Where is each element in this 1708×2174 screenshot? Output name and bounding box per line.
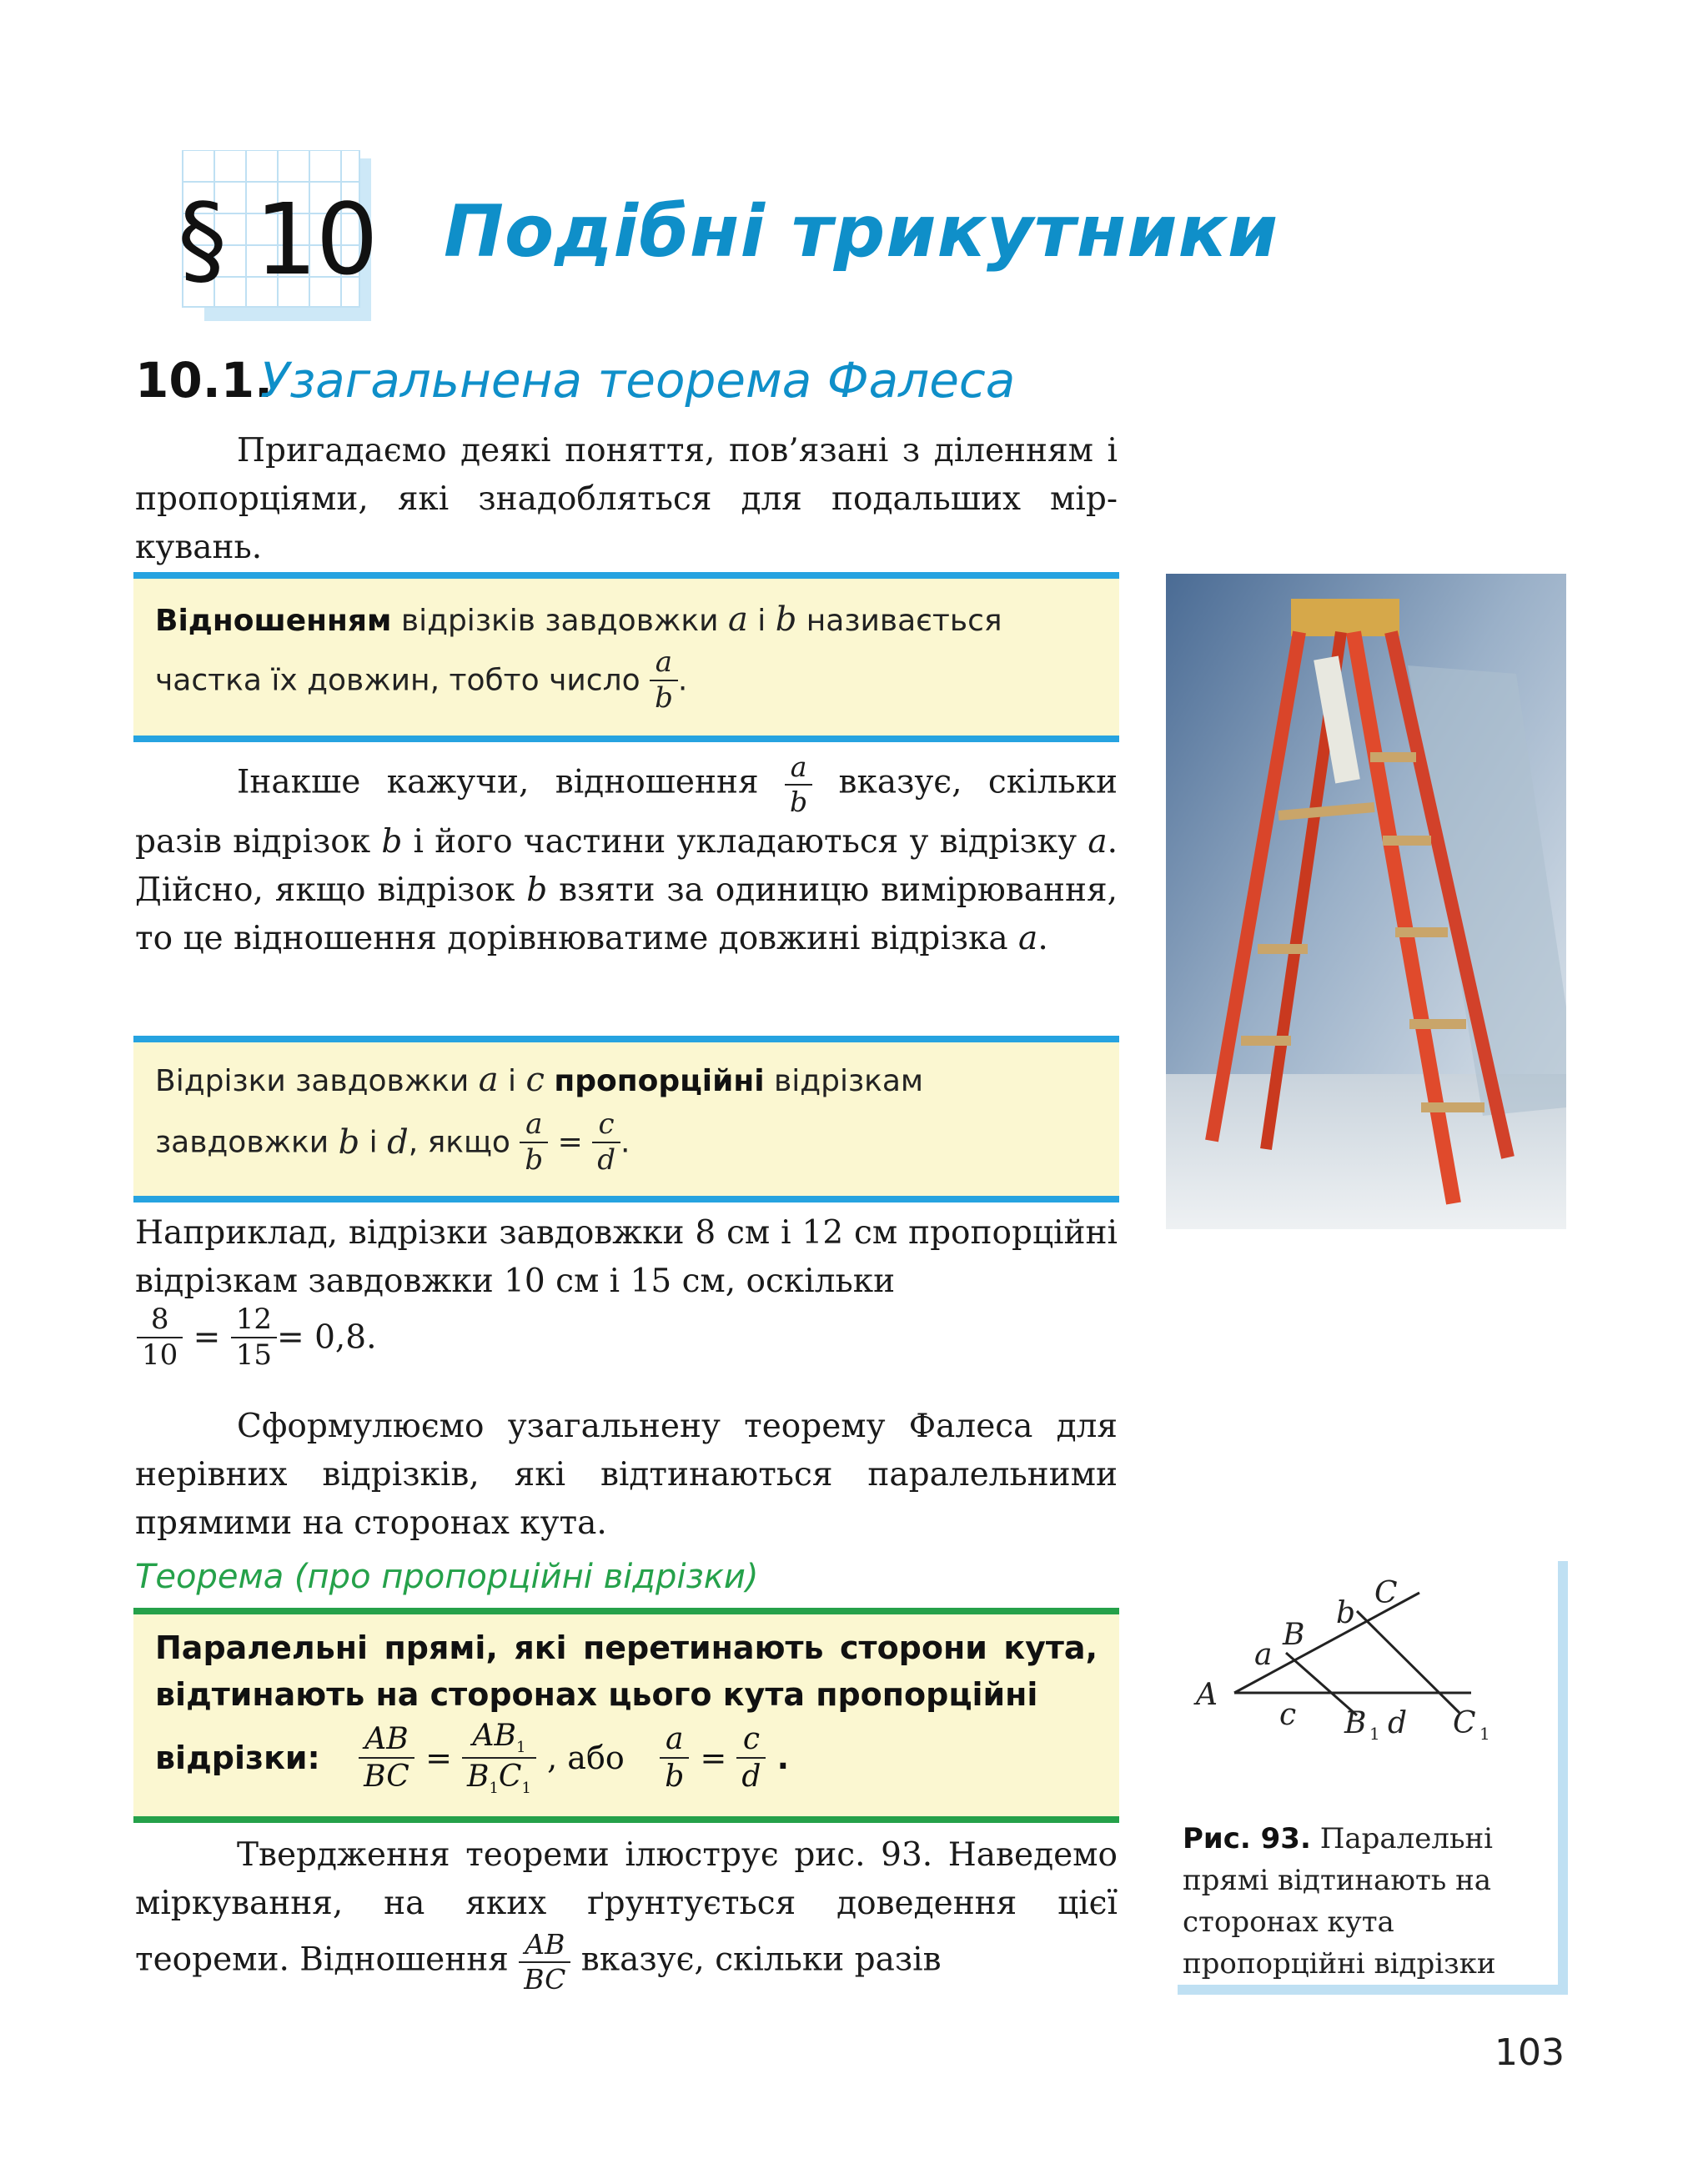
var-b: b [381, 823, 403, 861]
intro-text: Пригадаємо деякі поняття, пов’язані з діленням і пропорціями, які знадобляться для подальших міркувань. [135, 432, 1118, 566]
label-d: d [1388, 1706, 1408, 1740]
point-b: B [466, 1759, 490, 1794]
var-b: b [338, 1122, 360, 1162]
fraction-numerator: a [660, 1721, 689, 1759]
fraction-c-d [592, 1107, 620, 1177]
definition-text: називається [796, 604, 1002, 638]
fraction-ab1-b1c1 [462, 1718, 536, 1798]
var-a: a [478, 1061, 499, 1099]
label-b: b [1336, 1596, 1356, 1630]
paragraph-text: взяти за одиницю вимірювання, то це відношення дорівнюватиме довжині відрізка [135, 871, 1118, 958]
fraction-denominator: b [665, 1759, 685, 1794]
fraction-denominator: 10 [142, 1338, 178, 1372]
theorem-text-end: відрізки: [155, 1739, 320, 1776]
var-a: a [1018, 920, 1038, 958]
fraction-denominator: 15 [235, 1338, 273, 1372]
fraction-8-10 [137, 1303, 183, 1373]
definition-proportional-line1 [155, 1061, 923, 1099]
paragraph-text: і його частини укладаються у відрізку [402, 823, 1088, 861]
example-equation: $\frac{8}{10}$ = $\frac{12}{15}$ = 0,8. [137, 1303, 377, 1373]
var-a: a [727, 600, 748, 639]
example-result: = 0,8. [277, 1318, 377, 1357]
fraction-a-b [660, 1721, 689, 1795]
fraction-ab-bc [519, 1928, 570, 1996]
fraction-denominator [462, 1759, 536, 1798]
definition-term: пропорційні [554, 1064, 765, 1098]
caption-label: Рис. 93. [1183, 1822, 1311, 1855]
fraction-numerator: 12 [231, 1303, 277, 1338]
theorem-formula: відрізки: $\frac{AB}{BC}$ = $\frac{AB_1}{B_1C_1}$ , або $\frac{a}{b}$ = $\frac{c}{d}$ . [155, 1719, 790, 1797]
figure-93-caption [1183, 1818, 1533, 1985]
fraction-numerator [462, 1718, 536, 1759]
fraction-a-b [520, 1107, 548, 1177]
definition-proportional-box [133, 1036, 1119, 1202]
label-B1: B [1344, 1706, 1367, 1740]
point-c: C [498, 1759, 522, 1794]
fraction-denominator: b [525, 1142, 544, 1177]
theorem-label: Теорема (про пропорційні відрізки) [135, 1558, 759, 1596]
paragraph-proof-intro [135, 1831, 1118, 1996]
section-title: Подібні трикутники [444, 190, 1279, 274]
example-text: Наприклад, відрізки завдовжки 8 см і 12 см пропорційні відрізкам завдовжки 10 см і 15 см, оскільки [135, 1214, 1118, 1300]
definition-text: відрізків завдовжки [391, 604, 728, 638]
thales-diagram [1178, 1561, 1545, 1795]
subscript: 1 [521, 1779, 531, 1797]
var-d: d [387, 1122, 409, 1162]
paragraph-text: Сформулюємо узагальнену теорему Фалеса для нерівних відрізків, які відтинаються паралельними прямими на сторонах кута. [135, 1408, 1118, 1542]
page-number: 103 [1494, 2031, 1565, 2074]
var-b: b [526, 871, 548, 910]
fraction-numerator: 8 [137, 1303, 183, 1338]
paragraph-text: . [1037, 920, 1048, 958]
fraction-denominator: b [655, 680, 673, 715]
var-a: a [1088, 823, 1108, 861]
subscript: 1 [515, 1739, 526, 1757]
subsection-number: 10.1. [135, 352, 274, 409]
label-B: B [1283, 1618, 1305, 1652]
fraction-denominator: b [790, 785, 808, 818]
paragraph-text: вказує, скільки разів відрізок [135, 763, 1118, 861]
paragraph-text: вказує, скільки разів [570, 1941, 942, 1979]
fraction-numerator: a [520, 1107, 548, 1143]
definition-proportional-line2: завдовжки b і d, якщо $\frac{a}{b}$ = $\frac{c}{d}$ . [155, 1107, 630, 1177]
subscript: 1 [489, 1779, 499, 1797]
subsection-title: Узагальнена теорема Фалеса [260, 352, 1016, 409]
theorem-or: , або [547, 1739, 625, 1776]
fraction-denominator: BC [364, 1759, 409, 1794]
var-c: c [525, 1061, 545, 1099]
definition-ratio-line1 [155, 600, 1002, 639]
definition-text: відрізкам [764, 1064, 924, 1098]
theorem-text: Паралельні прямі, які перетинають сторони кута, відтинають на сторонах цього кута пропорційні [155, 1629, 1098, 1713]
fraction-ab-bc [359, 1721, 414, 1795]
definition-ratio-line2: частка їх довжин, тобто число $\frac{a}{b}$ . [155, 645, 688, 715]
definition-text: і [498, 1064, 526, 1098]
definition-ratio-box [133, 572, 1119, 742]
parallel-line-2 [1357, 1611, 1459, 1713]
paragraph-theorem-intro [135, 1403, 1118, 1548]
fraction-numerator: AB [519, 1928, 570, 1963]
definition-text: і [359, 1125, 388, 1160]
fraction-a-b [650, 645, 678, 715]
label-A: A [1196, 1678, 1218, 1712]
fraction-numerator: c [592, 1107, 620, 1143]
fraction-numerator: AB [359, 1721, 414, 1759]
fraction-denominator: BC [524, 1962, 566, 1996]
fraction-numerator: c [736, 1721, 766, 1759]
fraction-c-d [736, 1721, 766, 1795]
label-a: a [1254, 1638, 1273, 1672]
ladder-photo [1166, 574, 1566, 1229]
theorem-box [133, 1608, 1119, 1823]
paragraph-ratio-explanation [135, 751, 1118, 963]
fraction-a-b [785, 751, 812, 818]
definition-term: Відношенням [155, 604, 392, 638]
label-C1: C [1453, 1706, 1476, 1740]
label-C: C [1374, 1576, 1398, 1610]
segment-ab: AB [472, 1719, 516, 1753]
definition-text: і [747, 604, 776, 638]
section-badge [171, 150, 377, 325]
paragraph-text: Інакше кажучи, відношення [237, 763, 785, 801]
definition-text: , якщо [408, 1125, 520, 1160]
label-C1-sub: 1 [1479, 1724, 1490, 1744]
paragraph-text: Твердження теореми ілюструє рис. 93. Наведемо міркування, на яких ґрунтується доведення цієї теореми. Відношення [135, 1836, 1118, 1979]
label-B1-sub: 1 [1369, 1724, 1380, 1744]
fraction-numerator: a [650, 645, 678, 681]
var-b: b [775, 600, 797, 639]
definition-text: завдовжки [155, 1125, 339, 1160]
paragraph-text: . Дійсно, якщо відрізок [135, 823, 1118, 910]
ladder-image [1166, 574, 1566, 1229]
fraction-numerator: a [785, 751, 812, 786]
example-paragraph [135, 1209, 1118, 1306]
fraction-denominator: d [597, 1142, 615, 1177]
definition-text: Відрізки завдовжки [155, 1064, 479, 1098]
caption-text: Паралельні прямі відтинають на сторонах кута пропорційні відрізки [1183, 1822, 1496, 1981]
definition-text: частка їх довжин, тобто число [155, 663, 651, 698]
fraction-denominator: d [741, 1759, 761, 1794]
intro-paragraph [135, 427, 1118, 572]
label-c: c [1279, 1698, 1297, 1732]
fraction-12-15 [231, 1303, 277, 1373]
section-number: § 10 [178, 182, 377, 297]
